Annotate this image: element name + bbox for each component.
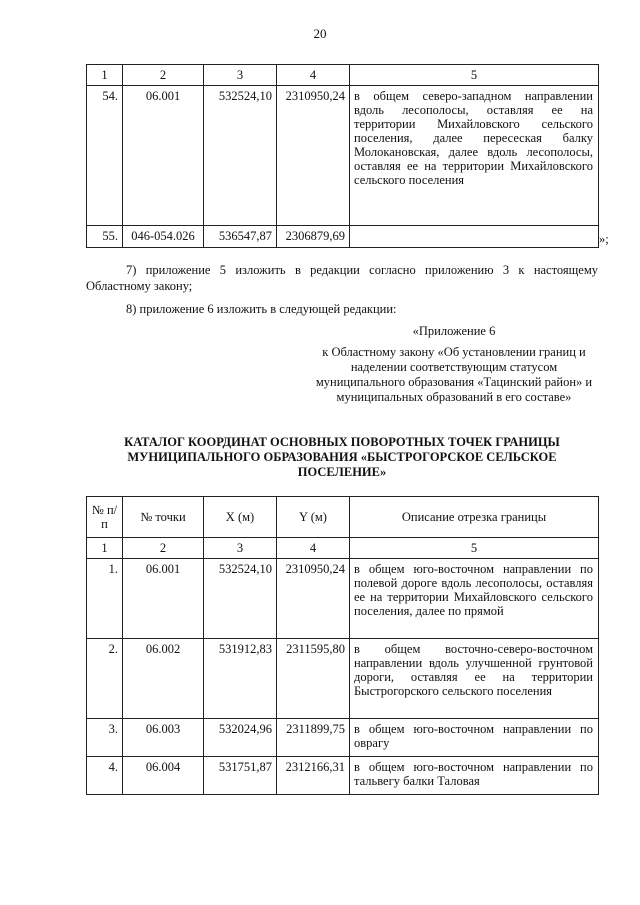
point-id: 06.002 [123, 639, 204, 719]
header-y: Y (м) [277, 497, 350, 538]
x-coord: 531912,83 [204, 639, 277, 719]
segment-description: в общем юго-восточном направлении по полевой дороге вдоль лесополосы, оставляя ее на территории Михайловского сельского поселения, далее по прямой [350, 559, 599, 639]
y-coord: 2306879,69 [277, 226, 350, 248]
y-coord: 2310950,24 [277, 86, 350, 226]
col-number: 5 [350, 538, 599, 559]
header-x: X (м) [204, 497, 277, 538]
col-number: 3 [204, 538, 277, 559]
table-row [87, 226, 599, 248]
col-number: 5 [350, 65, 599, 86]
header-index: № п/п [87, 497, 123, 538]
page-number: 20 [313, 26, 327, 41]
y-coord: 2311899,75 [277, 719, 350, 757]
y-coord: 2311595,80 [277, 639, 350, 719]
segment-description: в общем восточно-северо-восточном направлении вдоль улучшенной грунтовой дороги, оставляя ее на территории Быстрогорского сельского поселения [350, 639, 599, 719]
header-description: Описание отрезка границы [350, 497, 599, 538]
x-coord: 532024,96 [204, 719, 277, 757]
col-number: 2 [123, 65, 204, 86]
column-number-row [87, 65, 599, 86]
catalog-title: КАТАЛОГ КООРДИНАТ ОСНОВНЫХ ПОВОРОТНЫХ ТОЧЕК ГРАНИЦЫ МУНИЦИПАЛЬНОГО ОБРАЗОВАНИЯ «БЫСТРОГОРСКОЕ СЕЛЬСКОЕ ПОСЕЛЕНИЕ» [124, 435, 560, 479]
table-row [87, 86, 599, 226]
row-index: 4. [87, 757, 123, 795]
col-number: 4 [277, 538, 350, 559]
x-coord: 532524,10 [204, 559, 277, 639]
segment-description: в общем юго-восточном направлении по оврагу [350, 719, 599, 757]
col-number: 1 [87, 65, 123, 86]
col-number: 1 [87, 538, 123, 559]
column-number-row [87, 538, 599, 559]
segment-description: в общем северо-западном направлении вдоль лесополосы, оставляя ее на территории Михайловского сельского поселения, далее пересеская балку Молокановская, далее вдоль лесополосы, оставляя ее на территории Михайловского сельского поселения [350, 86, 599, 226]
x-coord: 531751,87 [204, 757, 277, 795]
header-row [87, 497, 599, 538]
table-row [87, 559, 599, 639]
point-id: 06.001 [123, 559, 204, 639]
paragraph-7: 7) приложение 5 изложить в редакции согласно приложению 3 к настоящему Областному закону; [86, 263, 598, 293]
appendix-text: к Областному закону «Об установлении границ и наделении соответствующим статусом муниципального образования «Тацинский район» и муниципальных образований в его составе» [315, 345, 593, 404]
row-index: 1. [87, 559, 123, 639]
appendix-title: «Приложение 6 [412, 324, 496, 338]
col-number: 3 [204, 65, 277, 86]
table-row [87, 719, 599, 757]
row-index: 3. [87, 719, 123, 757]
segment-description: в общем юго-восточном направлении по тальвегу балки Таловая [350, 757, 599, 795]
row-index: 54. [87, 86, 123, 226]
point-id: 046-054.026 [123, 226, 204, 248]
col-number: 4 [277, 65, 350, 86]
x-coord: 532524,10 [204, 86, 277, 226]
closing-quote: »; [599, 232, 609, 246]
y-coord: 2310950,24 [277, 559, 350, 639]
col-number: 2 [123, 538, 204, 559]
row-index: 2. [87, 639, 123, 719]
table-row [87, 757, 599, 795]
row-index: 55. [87, 226, 123, 248]
segment-description [350, 226, 599, 248]
continuation-table [86, 64, 599, 248]
table-row [87, 639, 599, 719]
x-coord: 536547,87 [204, 226, 277, 248]
coordinates-table [86, 496, 599, 795]
point-id: 06.004 [123, 757, 204, 795]
paragraph-8: 8) приложение 6 изложить в следующей редакции: [126, 302, 397, 316]
point-id: 06.001 [123, 86, 204, 226]
y-coord: 2312166,31 [277, 757, 350, 795]
header-point: № точки [123, 497, 204, 538]
point-id: 06.003 [123, 719, 204, 757]
